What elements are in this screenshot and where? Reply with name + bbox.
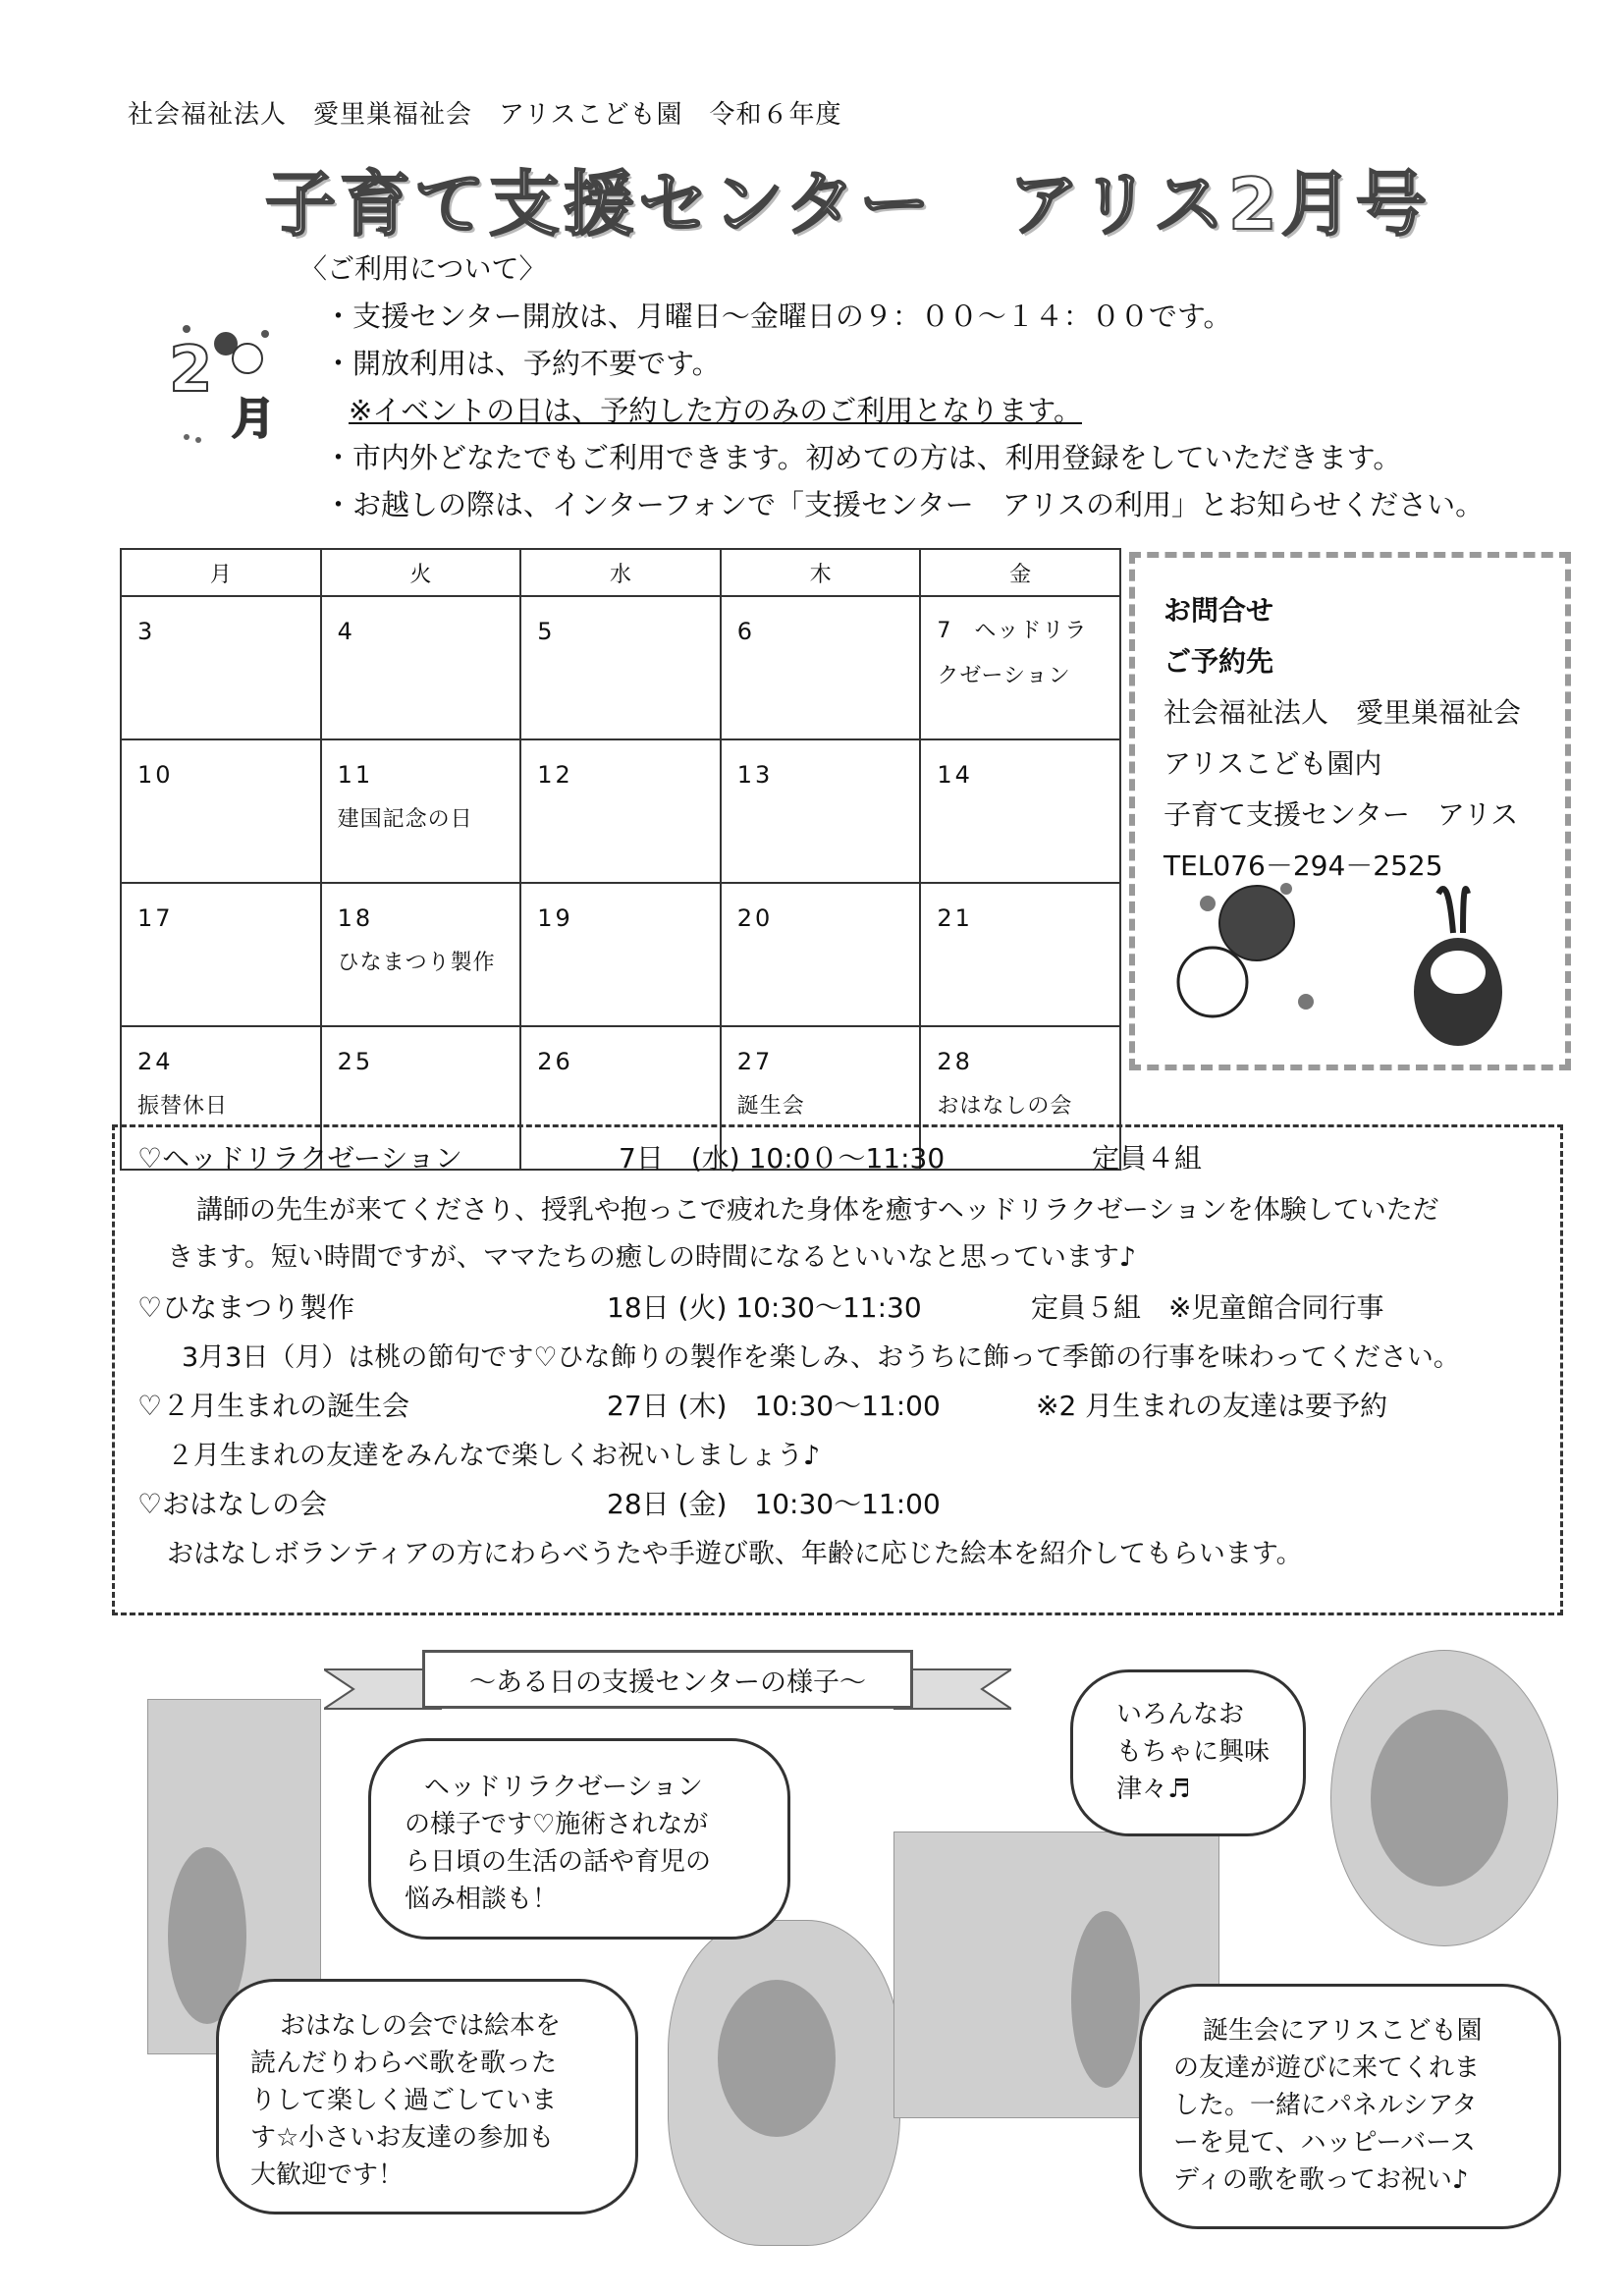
event-title: ♡ひなまつり製作 — [137, 1291, 355, 1324]
bubble-line: りして楽しく過ごしていま — [250, 2086, 558, 2115]
usage-item: ・開放利用は、予約不要です。 — [324, 347, 721, 380]
bubble-line: 津々♬ — [1116, 1775, 1191, 1804]
day-event: ひなまつり製作 — [337, 951, 496, 975]
usage-list — [324, 293, 1542, 528]
usage-heading: 〈ご利用について〉 — [299, 252, 547, 285]
bubble-line: 読んだりわらべ歌を歌った — [250, 2049, 558, 2078]
day-number: 4 — [337, 618, 355, 645]
bubble-line: もちゃに興味 — [1116, 1737, 1271, 1767]
bubble-line: す☆小さいお友達の参加も — [250, 2123, 555, 2153]
day-number: 17 — [137, 904, 174, 932]
usage-item: ・お越しの際は、インターフォンで「支援センター アリスの利用」とお知らせください。 — [324, 488, 1485, 521]
photo-baby-toys — [1330, 1650, 1558, 1946]
day-number: 5 — [537, 618, 556, 645]
event-description: おはなしボランティアの方にわらべうたや手遊び歌、年齢に応じた絵本を紹介してもらいます。 — [167, 1539, 1303, 1569]
contact-line: 子育て支援センター アリス — [1163, 798, 1519, 831]
calendar-week-row — [121, 596, 1120, 739]
day-number: 26 — [537, 1048, 573, 1075]
calendar-day-cell — [121, 883, 321, 1026]
calendar-day-cell — [721, 739, 921, 883]
day-number: 28 — [937, 1048, 973, 1075]
day-number: 24 — [137, 1048, 174, 1075]
calendar-week-row — [121, 883, 1120, 1026]
day-event: おはなしの会 — [937, 1094, 1073, 1119]
character-illustration — [1168, 874, 1551, 1051]
weekday-header: 金 — [920, 549, 1120, 596]
day-event: 建国記念の日 — [337, 807, 473, 832]
event-datetime: 27日 (木) 10:30～11:00 — [607, 1390, 941, 1422]
calendar-day-cell — [920, 596, 1120, 739]
day-number: 13 — [736, 761, 774, 789]
day-number: 14 — [937, 761, 973, 789]
event-description: 3月3日（月）は桃の節句です♡ひな飾りの製作を楽しみ、おうちに飾って季節の行事を味わってください。 — [182, 1342, 1460, 1373]
weekday-header: 水 — [520, 549, 721, 596]
event-title: ♡おはなしの会 — [137, 1488, 328, 1520]
event-datetime: 18日 (火) 10:30～11:30 — [607, 1291, 922, 1324]
contact-subheading: ご予約先 — [1163, 645, 1274, 678]
event-title: ♡ヘッドリラクゼーション — [137, 1142, 462, 1175]
bubble-line: の様子です♡施術されなが — [405, 1810, 709, 1839]
event-heading-row — [137, 1286, 354, 1326]
weekday-header: 火 — [321, 549, 521, 596]
bubble-line: の友達が遊びに来てくれま — [1173, 2053, 1481, 2083]
bubble-line: おはなしの会では絵本を — [280, 2011, 562, 2041]
calendar-day-cell — [721, 883, 921, 1026]
calendar-week-row — [121, 739, 1120, 883]
event-capacity: ※2 月生まれの友達は要予約 — [1036, 1390, 1388, 1422]
bubble-line: ーを見て、ハッピーバース — [1173, 2128, 1476, 2158]
organization-line: 社会福祉法人 愛里巣福祉会 アリスこども園 令和６年度 — [128, 100, 842, 130]
contact-heading: お問合せ — [1163, 594, 1274, 627]
event-description: ２月生まれの友達をみんなで楽しくお祝いしましょう♪ — [167, 1441, 821, 1471]
month-badge-label: 月 — [232, 394, 275, 444]
contact-phone: TEL076－294－2525 — [1163, 849, 1443, 882]
calendar-day-cell — [520, 739, 721, 883]
calendar-day-cell — [321, 883, 521, 1026]
day-number: 27 — [736, 1048, 774, 1075]
event-datetime: 7日 (水) 10:0０～11:30 — [619, 1142, 946, 1175]
usage-item: ・市内外どなたでもご利用できます。初めての方は、利用登録をしていただきます。 — [324, 441, 1402, 474]
bubble-line: ヘッドリラクゼーション — [424, 1773, 703, 1802]
day-event: 誕生会 — [736, 1094, 805, 1119]
event-heading-row — [137, 1137, 462, 1176]
usage-item: ・支援センター開放は、月曜日～金曜日の９：００～１４：００です。 — [324, 300, 1232, 333]
day-number: 11 — [337, 761, 374, 789]
event-heading-row — [137, 1483, 327, 1522]
bubble-line: いろんなお — [1116, 1700, 1245, 1729]
bubble-line: ディの歌を歌ってお祝い♪ — [1173, 2165, 1469, 2195]
day-number: 10 — [137, 761, 174, 789]
calendar-header-row — [121, 549, 1120, 596]
calendar-day-cell — [920, 883, 1120, 1026]
event-capacity: 定員４組 — [1092, 1142, 1203, 1175]
usage-note: ※イベントの日は、予約した方のみのご利用となります。 — [349, 394, 1082, 427]
month-badge-number: 2 — [169, 334, 213, 407]
calendar-table — [120, 548, 1121, 1171]
event-heading-row — [137, 1385, 409, 1424]
day-number: 3 — [137, 618, 156, 645]
event-description: 講師の先生が来てくださり、授乳や抱っこで疲れた身体を癒すヘッドリラクゼーションを体験していただ — [196, 1195, 1439, 1226]
contact-line: アリスこども園内 — [1163, 747, 1382, 780]
photo-storytelling — [668, 1920, 900, 2246]
day-number: 18 — [337, 904, 374, 932]
contact-line: 社会福祉法人 愛里巣福祉会 — [1163, 696, 1522, 729]
event-datetime: 28日 (金) 10:30～11:00 — [607, 1488, 941, 1520]
bubble-line: 大歓迎です！ — [250, 2160, 405, 2190]
day-number: 20 — [736, 904, 774, 932]
bubble-line: 誕生会にアリスこども園 — [1203, 2016, 1483, 2046]
event-title: ♡２月生まれの誕生会 — [137, 1390, 410, 1422]
calendar-day-cell — [920, 739, 1120, 883]
bubble-line: ら日頃の生活の話や育児の — [405, 1847, 712, 1877]
day-event: 振替休日 — [137, 1094, 229, 1119]
weekday-header: 木 — [721, 549, 921, 596]
bubble-toys — [1070, 1669, 1306, 1836]
day-number: 6 — [736, 618, 756, 645]
day-event: クゼーション — [937, 664, 1071, 688]
calendar-day-cell — [721, 596, 921, 739]
calendar-day-cell — [520, 596, 721, 739]
day-number: 25 — [337, 1048, 374, 1075]
weekday-header: 月 — [121, 549, 321, 596]
bubble-storytelling — [216, 1979, 638, 2214]
calendar-day-cell — [321, 739, 521, 883]
newsletter-title: 子育て支援センター アリス2月号 — [265, 163, 1431, 246]
bubble-head-relaxation — [368, 1738, 790, 1940]
day-number: 21 — [937, 904, 973, 932]
bubble-line: した。一緒にパネルシアタ — [1173, 2091, 1478, 2120]
day-number: 7 ヘッドリラ — [937, 619, 1088, 643]
day-number: 19 — [537, 904, 573, 932]
bubble-line: 悩み相談も！ — [405, 1885, 559, 1914]
calendar-day-cell — [321, 596, 521, 739]
event-capacity: 定員５組 ※児童館合同行事 — [1031, 1291, 1384, 1324]
calendar-day-cell — [121, 596, 321, 739]
calendar-day-cell — [520, 883, 721, 1026]
event-description: きます。短い時間ですが、ママたちの癒しの時間になるといいなと思っています♪ — [167, 1242, 1137, 1273]
contact-info — [1163, 585, 1521, 892]
bubble-birthday — [1139, 1984, 1561, 2229]
calendar-day-cell — [121, 739, 321, 883]
gallery-banner: ～ある日の支援センターの様子～ — [422, 1650, 913, 1709]
day-number: 12 — [537, 761, 573, 789]
